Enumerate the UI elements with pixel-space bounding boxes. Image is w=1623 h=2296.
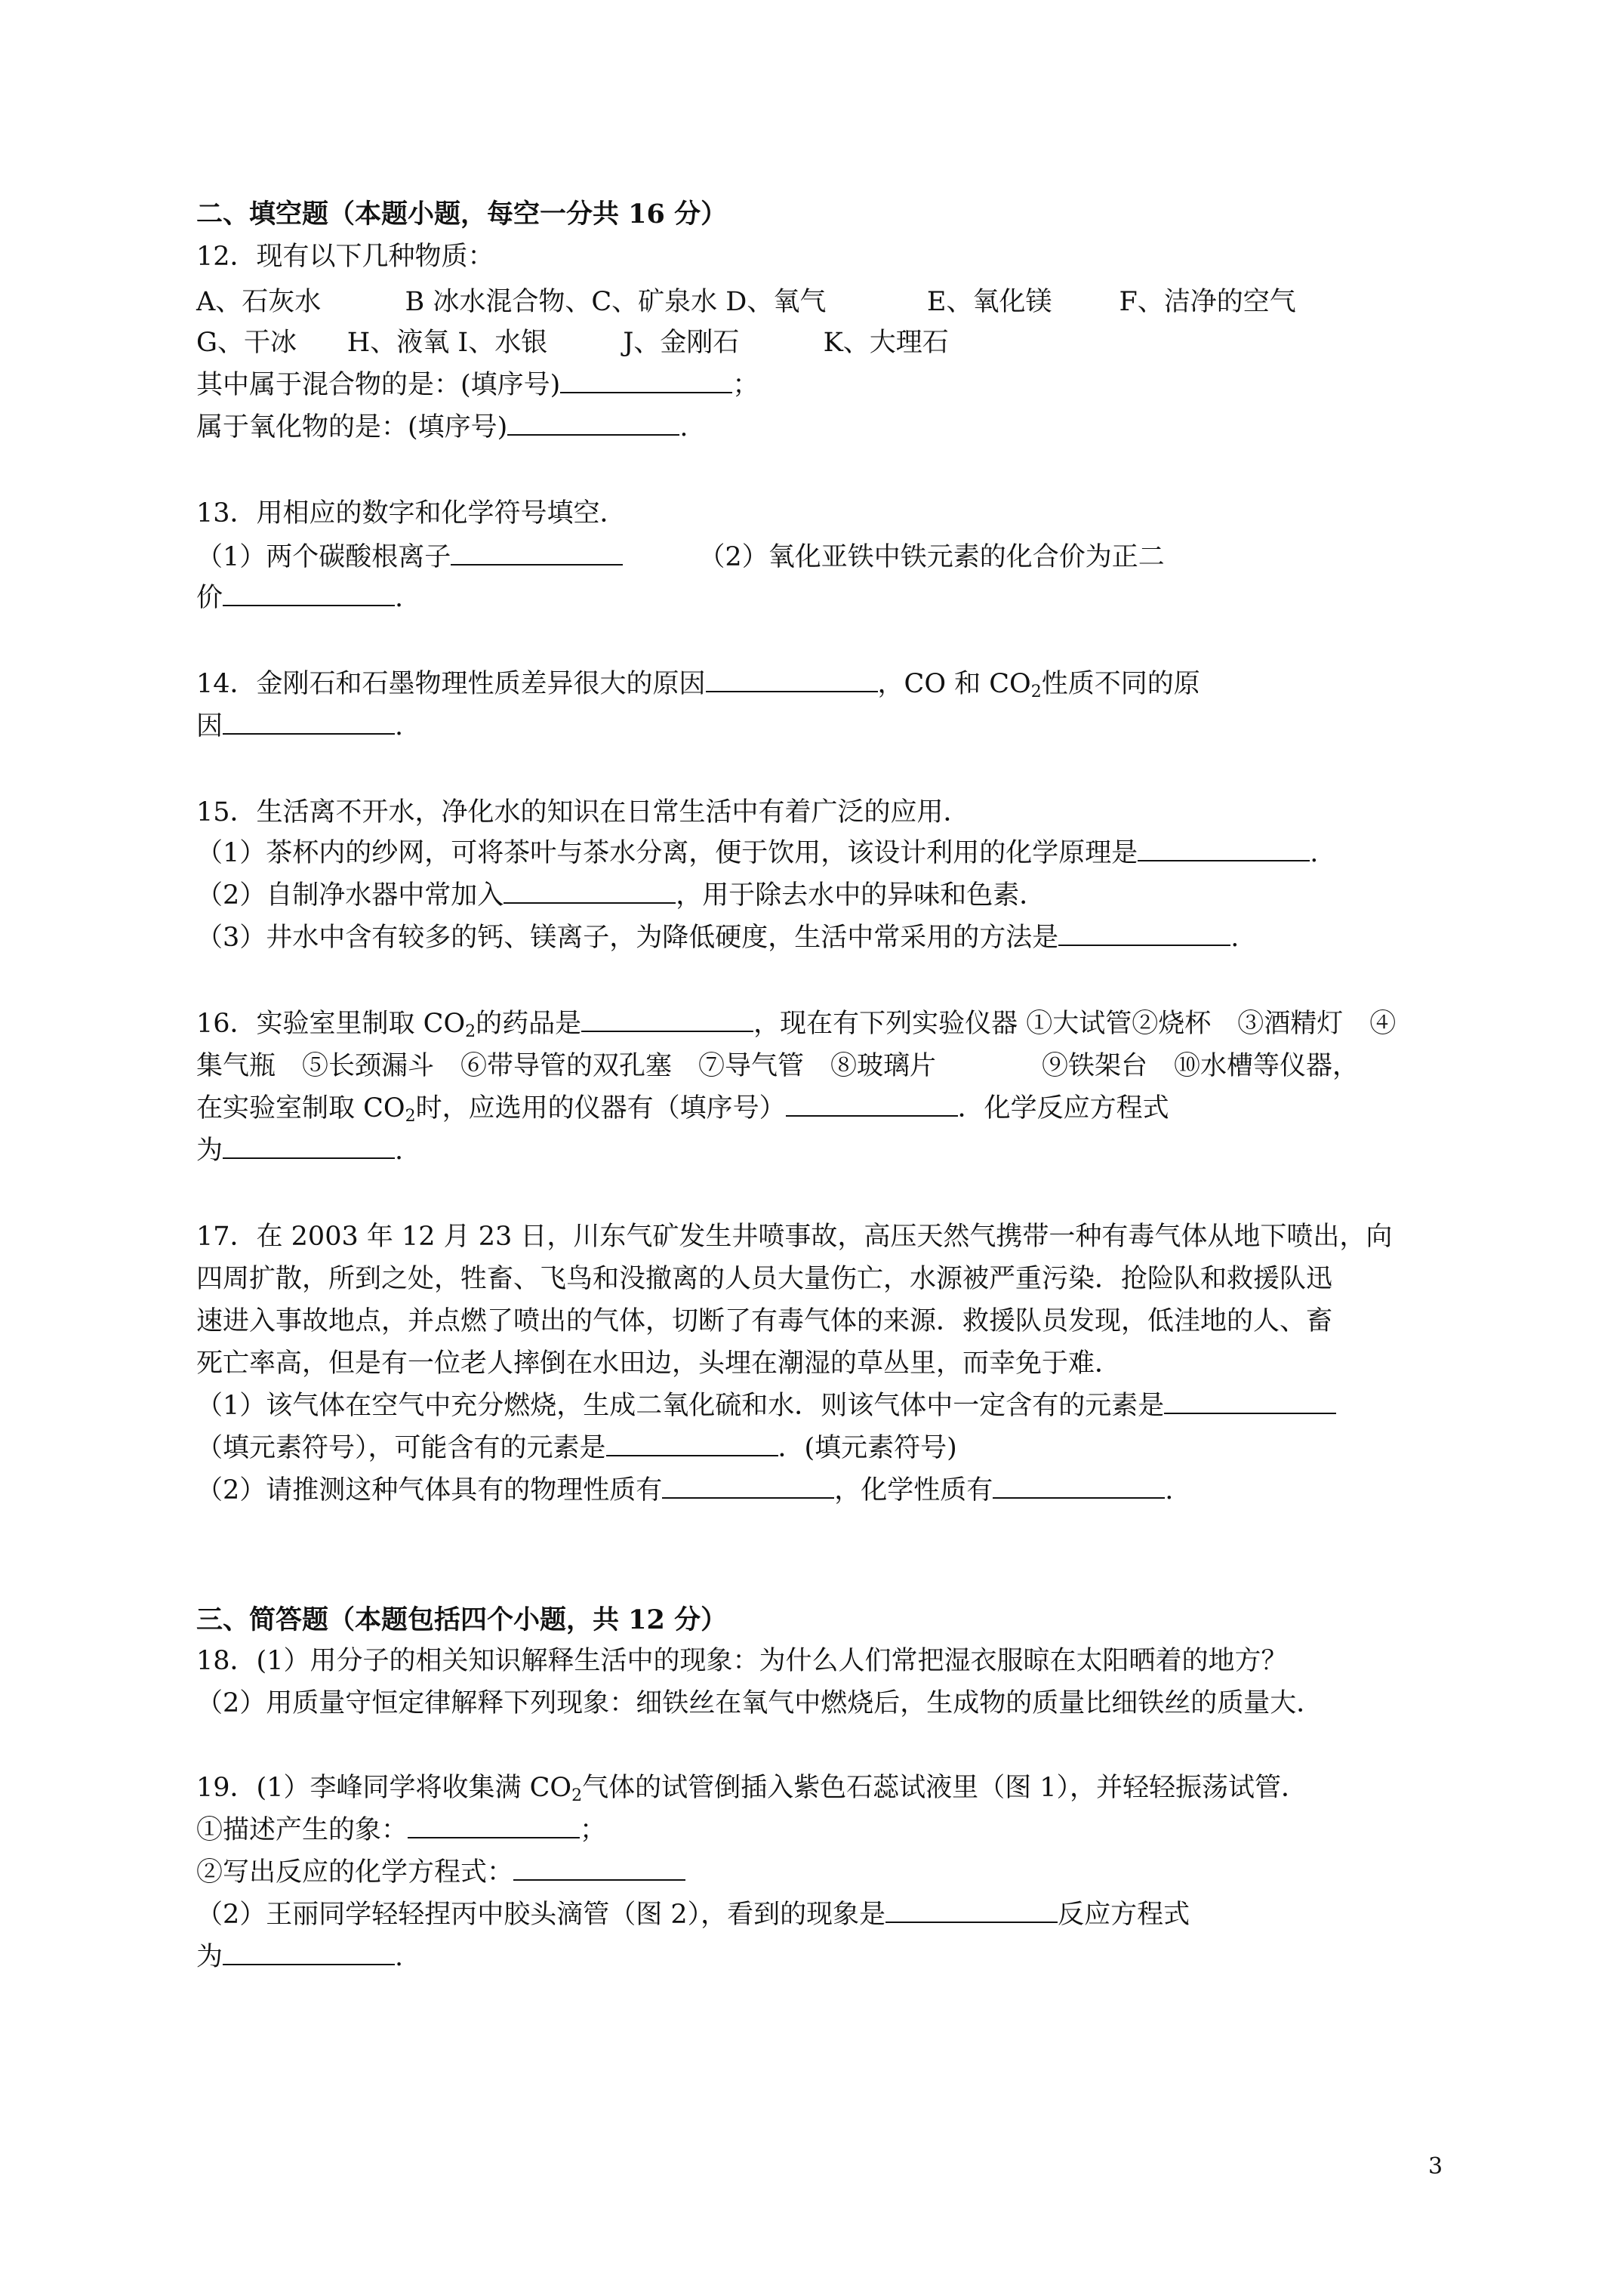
q17-line3: 速进入事故地点，并点燃了喷出的气体，切断了有毒气体的来源．救援队员发现，低洼地的人、畜 (196, 1306, 1333, 1336)
q12-b-text: 属于氧化物的是：(填序号) (196, 412, 508, 442)
q17-p1b: （填元素符号），可能含有的元素是 (196, 1433, 606, 1463)
q19-l1b: 气体的试管倒插入紫色石蕊试液里（图 1），并轻轻振荡试管． (582, 1773, 1307, 1803)
subscript: 2 (405, 1107, 416, 1126)
q13-part2-cont (196, 581, 403, 615)
punct: . (395, 1942, 404, 1972)
q19-a (196, 1814, 606, 1847)
answer-blank[interactable] (1138, 837, 1310, 861)
q19-part2 (196, 1898, 1190, 1931)
option-k: K、大理石 (823, 328, 949, 358)
q17-part1-cont (196, 1432, 957, 1465)
q16-line2: 集气瓶 ⑤长颈漏斗 ⑥带导管的双孔塞 ⑦导气管 ⑧玻璃片 ⑨铁架台 ⑩水槽等仪器， (196, 1051, 1360, 1081)
q15-p2: （2）自制净水器中常加入 (196, 880, 504, 911)
subscript: 2 (465, 1022, 476, 1041)
q16-l4: 为 (196, 1136, 223, 1166)
q16-l3b: 时，应选用的仪器有（填序号） (415, 1093, 786, 1123)
q16-line3 (196, 1092, 1169, 1125)
q16-l3c: ．化学反应方程式 (957, 1093, 1169, 1123)
q12-options-row1 (196, 285, 1296, 319)
q18-part1: 18．(1）用分子的相关知识解释生活中的现象：为什么人们常把湿衣服晾在太阳晒着的地方？ (196, 1646, 1288, 1676)
answer-blank[interactable] (223, 710, 395, 735)
q14-line1 (196, 667, 1200, 701)
punct: ； (732, 370, 759, 400)
q14-d: 因 (196, 711, 223, 741)
q19-a-text: ①描述产生的象： (196, 1815, 408, 1845)
option-f: F、洁净的空气 (1119, 287, 1296, 317)
q14-c: 性质不同的原 (1041, 669, 1200, 699)
q13-p2b: 价 (196, 583, 223, 613)
q19-line5 (196, 1940, 403, 1974)
q14-line2 (196, 710, 403, 743)
q19-b (196, 1856, 685, 1889)
punct: . (1310, 838, 1319, 868)
answer-blank[interactable] (662, 1475, 834, 1499)
q14-a: 14．金刚石和石墨物理性质差异很大的原因 (196, 669, 706, 699)
q16-l1c: ，现在有下列实验仪器 ①大试管②烧杯 ③酒精灯 ④ (753, 1009, 1397, 1039)
section-2-header: 二、填空题（本题小题，每空一分共 16 分） (196, 199, 728, 230)
q12-stem: 12．现有以下几种物质： (196, 242, 494, 272)
answer-blank[interactable] (223, 1135, 395, 1159)
q13-parts (196, 541, 1165, 574)
punct: . (395, 1136, 404, 1166)
option-h-i: H、液氧 I、水银 (346, 328, 548, 358)
q17-p1: （1）该气体在空气中充分燃烧，生成二氧化硫和水．则该气体中一定含有的元素是 (196, 1391, 1165, 1421)
answer-blank[interactable] (560, 369, 732, 393)
q19-p2-end: 反应方程式 (1058, 1900, 1190, 1930)
q16-l1b: 的药品是 (476, 1009, 582, 1039)
punct: . (679, 412, 688, 442)
q12-question-b (196, 411, 688, 444)
answer-blank[interactable] (513, 1857, 685, 1881)
option-b-c-d: B 冰水混合物、C、矿泉水 D、氧气 (405, 287, 827, 317)
answer-blank[interactable] (408, 1814, 580, 1838)
q13-stem: 13．用相应的数字和化学符号填空． (196, 498, 627, 529)
answer-blank[interactable] (786, 1093, 958, 1117)
subscript: 2 (1030, 683, 1042, 701)
q16-l1a: 16．实验室里制取 CO (196, 1009, 466, 1039)
subscript: 2 (571, 1786, 583, 1805)
q17-p2-mid: ，化学性质有 (834, 1475, 993, 1505)
punct: . (395, 711, 404, 741)
q17-line4: 死亡率高，但是有一位老人摔倒在水田边，头埋在潮湿的草丛里，而幸免于难． (196, 1348, 1122, 1379)
punct: . (395, 583, 404, 613)
q12-options-row2 (196, 326, 949, 359)
q15-part1 (196, 837, 1318, 870)
q17-line1: 17．在 2003 年 12 月 23 日，川东气矿发生井喷事故，高压天然气携带一种有毒气体从地下喷出，向 (196, 1222, 1393, 1252)
q16-line4 (196, 1134, 403, 1167)
answer-blank[interactable] (504, 880, 676, 904)
answer-blank[interactable] (451, 541, 623, 566)
q19-l1a: 19．(1）李峰同学将收集满 CO (196, 1773, 572, 1803)
q15-part2 (196, 879, 1046, 912)
option-a: A、石灰水 (196, 287, 322, 317)
q17-part1 (196, 1389, 1336, 1422)
answer-blank[interactable] (581, 1008, 753, 1032)
answer-blank[interactable] (507, 411, 679, 436)
q17-part2 (196, 1474, 1173, 1507)
option-j: J、金刚石 (623, 328, 740, 358)
q16-line1 (196, 1007, 1396, 1040)
q12-a-text: 其中属于混合物的是：(填序号) (196, 370, 561, 400)
q13-p2: （2）氧化亚铁中铁元素的化合价为正二 (698, 542, 1165, 572)
q15-p2-end: ，用于除去水中的异味和色素． (676, 880, 1046, 911)
q16-l3a: 在实验室制取 CO (196, 1093, 405, 1123)
answer-blank[interactable] (993, 1475, 1165, 1499)
option-e: E、氧化镁 (926, 287, 1052, 317)
q19-l5: 为 (196, 1942, 223, 1972)
q15-p1: （1）茶杯内的纱网，可将茶叶与茶水分离，便于饮用，该设计利用的化学原理是 (196, 838, 1138, 868)
q18-part2: （2）用质量守恒定律解释下列现象：细铁丝在氧气中燃烧后，生成物的质量比细铁丝的质量大． (196, 1688, 1323, 1718)
answer-blank[interactable] (1164, 1390, 1336, 1414)
answer-blank[interactable] (223, 582, 395, 606)
q17-p2: （2）请推测这种气体具有的物理性质有 (196, 1475, 663, 1505)
q19-p2: （2）王丽同学轻轻捏丙中胶头滴管（图 2），看到的现象是 (196, 1900, 886, 1930)
q15-stem: 15．生活离不开水，净化水的知识在日常生活中有着广泛的应用． (196, 797, 970, 827)
punct: . (1230, 923, 1240, 953)
punct: ； (580, 1815, 607, 1845)
q13-p1: （1）两个碳酸根离子 (196, 542, 451, 572)
answer-blank[interactable] (885, 1899, 1058, 1923)
q15-p3: （3）井水中含有较多的钙、镁离子，为降低硬度，生活中常采用的方法是 (196, 923, 1059, 953)
answer-blank[interactable] (606, 1432, 778, 1456)
page-number: 3 (1428, 2153, 1443, 2180)
section-3-header: 三、简答题（本题包括四个小题，共 12 分） (196, 1604, 728, 1635)
answer-blank[interactable] (1058, 922, 1230, 946)
q19-line1 (196, 1771, 1307, 1804)
answer-blank[interactable] (223, 1941, 395, 1965)
q17-p1b-end: ．(填元素符号) (778, 1433, 957, 1463)
q12-question-a (196, 368, 759, 402)
q15-part3 (196, 921, 1239, 954)
option-g: G、干冰 (196, 328, 297, 358)
q19-b-text: ②写出反应的化学方程式： (196, 1857, 514, 1888)
answer-blank[interactable] (706, 668, 878, 692)
q14-b: ，CO 和 CO (877, 669, 1031, 699)
q17-line2: 四周扩散，所到之处，牲畜、飞鸟和没撤离的人员大量伤亡，水源被严重污染．抢险队和救援队迅 (196, 1264, 1333, 1294)
punct: . (1165, 1475, 1174, 1505)
